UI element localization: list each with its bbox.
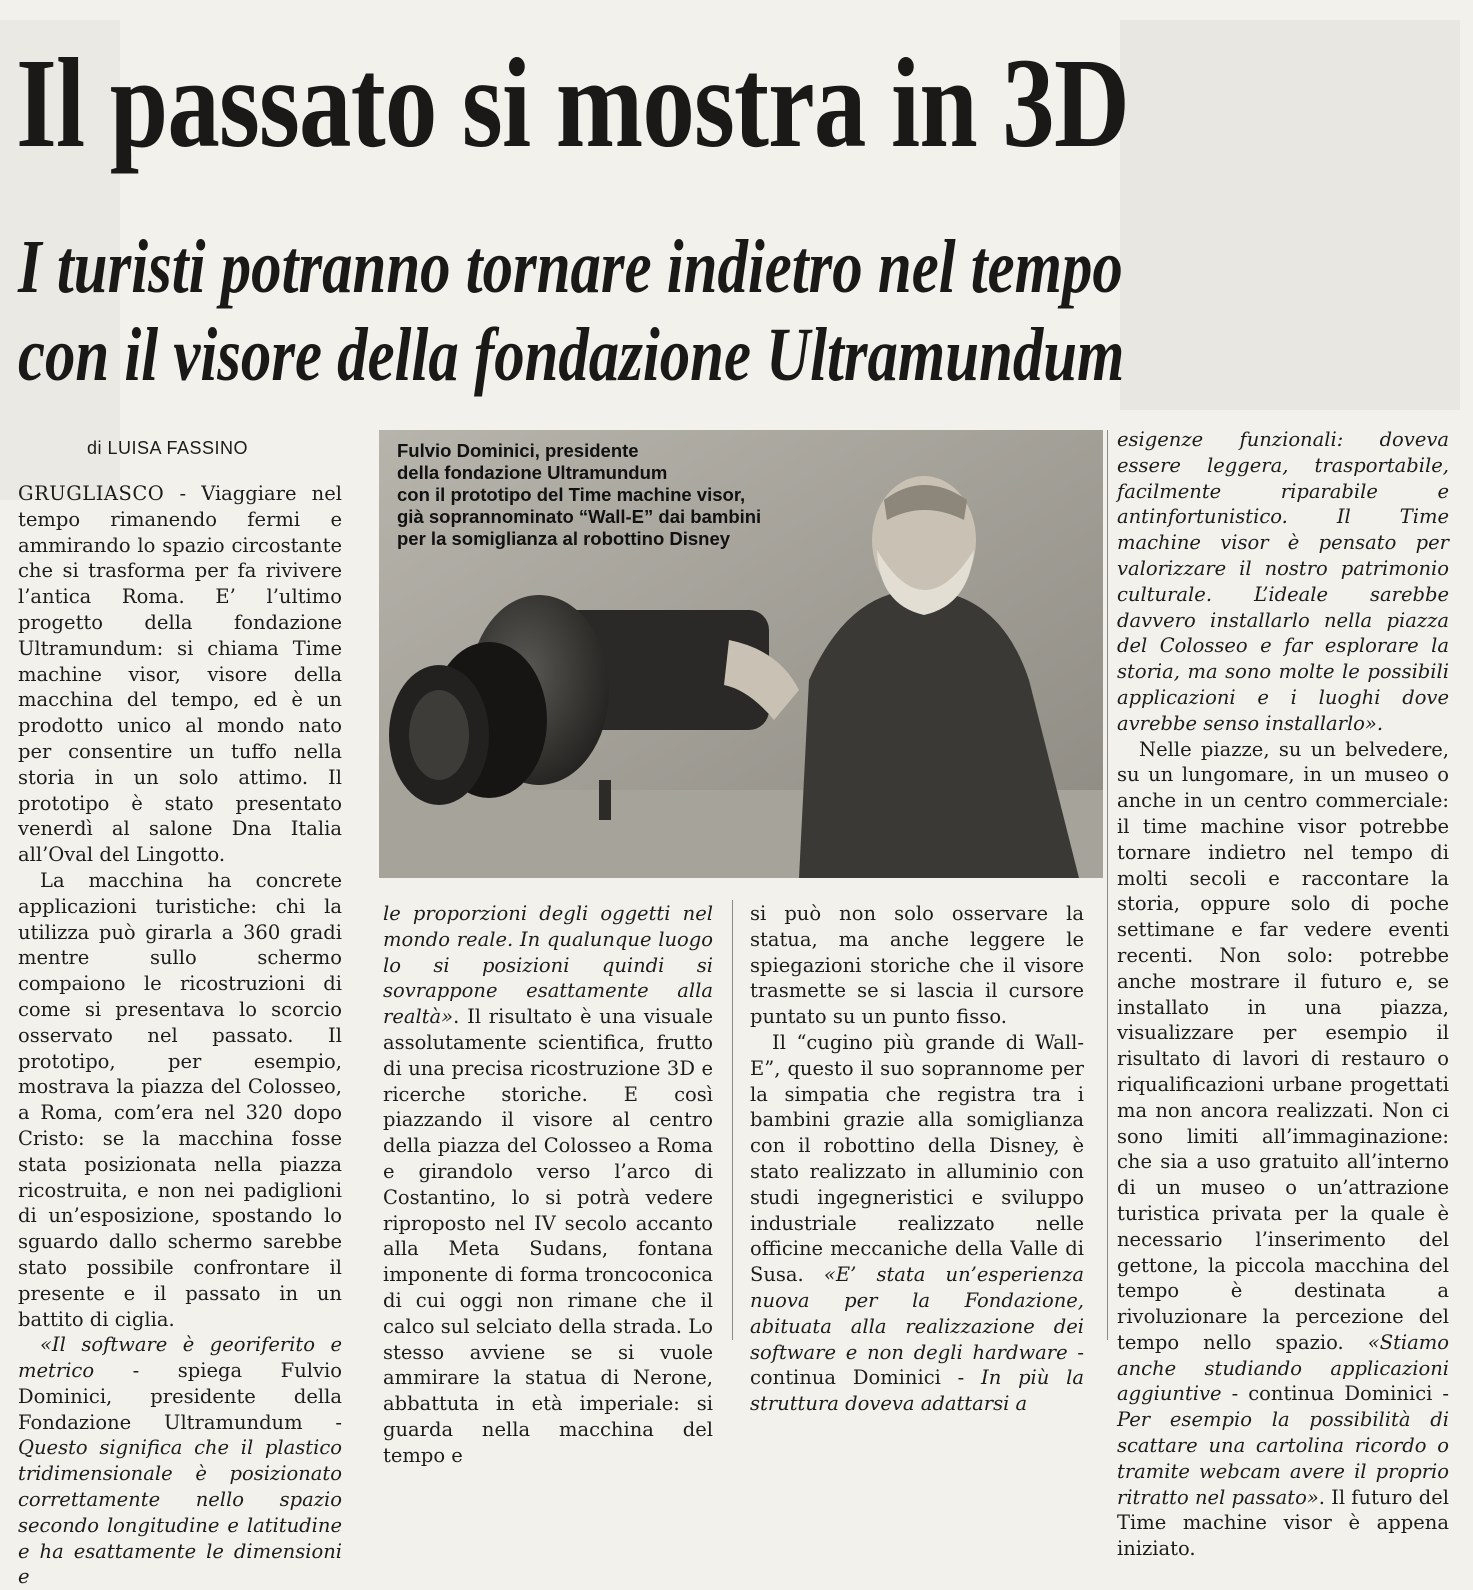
column-3 [750,901,1084,1417]
column-2 [383,901,713,1469]
col1-p3-quote-a: «Il software è georiferito e metrico [18,1333,342,1383]
col2-paragraph-1 [383,901,713,1469]
col4-p2-quote-b: Per esempio la possibilità di scattare una cartolina ricordo o tramite webcam avere il proprio ritratto nel passato» [1117,1408,1449,1509]
subheadline-line-1: I turisti potranno tornare indietro nel tempo [18,225,1123,309]
col4-p2-ending: . Il futuro del Time machine visor è appena iniziato. [1117,1485,1449,1561]
col4-p2-quote: «Stiamo anche studiando applicazioni aggiuntive [1117,1330,1449,1406]
photo-caption [397,440,837,550]
col4-p2-text: Nelle piazze, su un belvedere, su un lungomare, in un museo o anche in un centro commerciale: il time machine visor potrebbe tornare indietro nel tempo di molti secoli e raccontare la storia, oppure solo di poche settimane e far vedere eventi recenti. Non solo: potrebbe anche mostrare il futuro e, se installato in una piazza, visualizzare per esempio il risultato di lavori di restauro o riqualificazioni urbane progettati ma non ancora realizzati. Non ci sono limiti all’immaginazione: che sia a uso gratuito all’interno di un museo o un’attrazione turistica privata per la quale è necessario l’inserimento del gettone, la piccola macchina del tempo è destinata a rivoluzionare la percezione del tempo nello spazio. [1117,737,1449,1354]
col4-paragraph-2 [1117,737,1449,1563]
caption-line-4: già soprannominato “Wall-E” dai bambini [397,506,762,527]
col1-p3-attribution: - spiega Fulvio Dominici, presidente della Fondazione Ultramundum - [18,1359,342,1434]
col1-paragraph-1 [18,481,342,868]
col1-paragraph-3 [18,1332,342,1590]
caption-line-1: Fulvio Dominici, presidente [397,440,639,461]
column-4 [1117,427,1449,1562]
byline: di LUISA FASSINO [87,438,249,458]
col1-p1-text: - Viaggiare nel tempo rimanendo fermi e ammirando lo spazio circostante che si trasforma per fa rivivere l’antica Roma. E’ l’ultimo progetto della fondazione Ultramundum: si chiama Time machine visor, visore della macchina del tempo, ed è un prodotto unico al mondo nato per consentire un tuffo nella storia in un solo attimo. Il prototipo è stato presentato venerdì al salone Dna Italia all’Oval del Lingotto. [18,482,342,867]
col3-paragraph-2 [750,1030,1084,1417]
column-rule [1107,430,1108,1340]
col2-p1-text: . Il risultato è una visuale assolutamente scientifica, frutto di una precisa ricostruzione 3D e ricerche storiche. E così piazzando il visore al centro della piazza del Colosseo a Roma e girandolo verso l’arco di Costantino, lo si potrà vedere riproposto nel IV secolo accanto alla Meta Sudans, fontana imponente di forma troncoconica di cui oggi non rimane che il calco sul selciato della strada. Lo stesso avviene se si vuole ammirare la statua di Nerone, abbattuta in età imperiale: si guarda nella macchina del tempo e [383,1005,713,1467]
photo [379,430,1103,878]
column-rule [732,900,733,1340]
col4-paragraph-1 [1117,427,1449,737]
headline: Il passato si mostra in 3D [16,32,1129,174]
caption-line-3: con il prototipo del Time machine visor, [397,484,746,505]
caption-line-2: della fondazione Ultramundum [397,462,668,483]
col1-paragraph-2: La macchina ha concrete applicazioni turistiche: chi la utilizza può girarla a 360 gradi mentre sullo schermo compaiono le ricostruzioni di come si presentava lo scorcio osservato nel passato. Il prototipo, per esempio, mostrava la piazza del Colosseo, a Roma, com’era nel 320 dopo Cristo: se la macchina fosse stata posizionata nella piazza ricostruita, e non nei padiglioni di un’esposizione, spostando lo sguardo dallo schermo sarebbe stato possibile confrontare il presente e il passato in un battito di ciglia. [18,868,342,1331]
col3-paragraph-1: si può non solo osservare la statua, ma anche leggere le spiegazioni storiche che il visore trasmette se si lascia il cursore puntato su un punto fisso. [750,902,1084,1029]
column-1 [18,481,342,1590]
caption-line-5: per la somiglianza al robottino Disney [397,528,731,549]
col3-p2-quote: «E’ stata un’esperienza nuova per la Fondazione, abituata alla realizzazione dei software e non degli hardware [750,1263,1084,1364]
col4-p2-attribution: - continua Dominici - [1221,1382,1449,1406]
dateline: GRUGLIASCO [18,482,165,505]
col3-p2-quote-b: In più la struttura doveva adattarsi a [750,1366,1084,1416]
col4-p1-quote: esigenze funzionali: doveva essere leggera, trasportabile, facilmente riparabile e antinfortunistico. Il Time machine visor è pensato per valorizzare il nostro patrimonio culturale. L’ideale sarebbe davvero installarlo nella piazza del Colosseo e far esplorare la storia, ma sono molte le possibili applicazioni e i luoghi dove avrebbe senso installarlo». [1117,428,1449,735]
col2-p1-quote: le proporzioni degli oggetti nel mondo reale. In qualunque luogo lo si posizioni quindi si sovrappone esattamente alla realtà» [383,902,713,1029]
col1-p3-quote-b: Questo significa che il plastico tridimensionale è posizionato correttamente nello spazio secondo longitudine e latitudine e ha esattamente le dimensioni e [18,1436,342,1589]
col3-p2-text: Il “cugino più grande di Wall-E”, questo il suo soprannome per la simpatia che registra tra i bambini grazie alla somiglianza con il robottino della Disney, è stato realizzato in alluminio con studi ingegneristici e sviluppo industriale realizzato nelle officine meccaniche della Valle di Susa. [750,1030,1084,1287]
col3-p2-attribution: - continua Dominici - [750,1340,1084,1390]
subheadline-line-2: con il visore della fondazione Ultramundum [18,313,1125,397]
